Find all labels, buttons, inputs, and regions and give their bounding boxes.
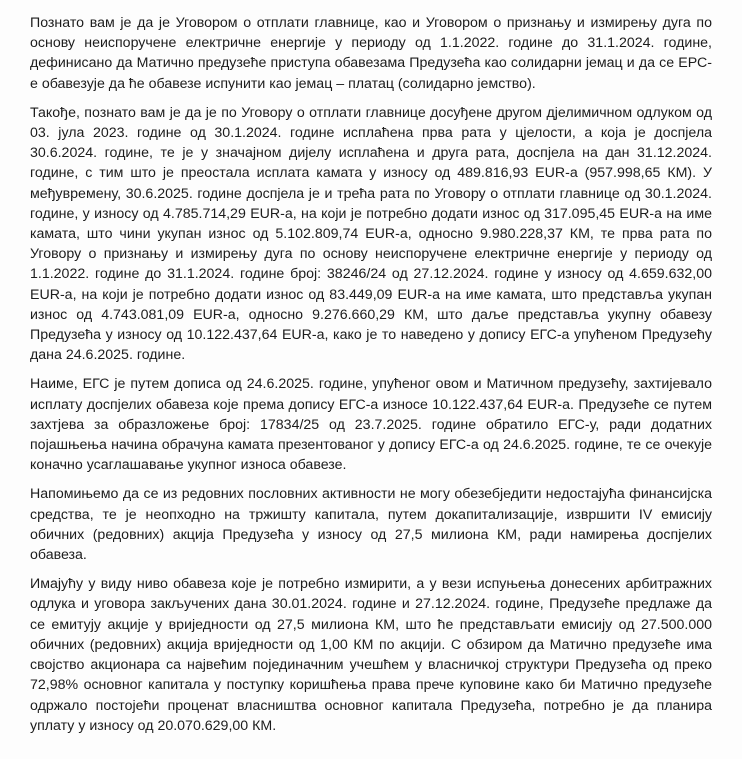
paragraph-recapitalization-note: Напомињемо да се из редовних пословних активности не могу обезебједити недостајућа финансијска средства, те је неопходно на тржишту капитала, путем докапитализације, извршити IV емисију обичних (редовних) акција Предузећа у износу од 27,5 милиона КМ, ради намирења доспјелих обавеза. xyxy=(30,486,712,564)
paragraph-egs-payment-request: Наиме, ЕГС је путем дописа од 24.6.2025. године, упућеног овом и Матичном предузећу, захтијевало исплату доспјелих обавеза које према допису ЕГС-а износе 10.122.437,64 EUR-а. Предузеће се путем захтјева за образложење број: 17834/25 од 23.7.2025. године обратило ЕГС-у, ради додатних појашњења начина обрачуна камата презентованог у допису ЕГС-а од 24.6.2025. године, те се очекује коначно усаглашавање укупног износа обавезе. xyxy=(30,376,712,474)
paragraph-share-issue-plan: Имајућу у виду ниво обавеза које је потребно измирити, а у вези испуњења донесених арбитражних одлука и уговора закључених дана 30.01.2024. године и 27.12.2024. године, Предузеће предлаже да се емитују акције у вриједности од 27,5 милиона КМ, што ће представљати емисију од 27.500.000 обичних (редовних) акција вриједности од 1,00 КМ по акцији. С обзиром да Матично предузеће има својство акционара са највећим појединачним учешћем у власничкој структури Предузећа од преко 72,98% основног капитала у поступку коришћења права прече куповине како би Матично предузеће одржало постојећи проценат власништва основног капитала Предузећа, потребно је да планира уплату у износу од 20.070.629,00 КМ. xyxy=(30,576,712,734)
paragraph-installments-details: Такође, познато вам је да је по Уговору о отплати главнице досуђене другом дјелимичном одлуком од 03. јула 2023. године од 30.1.2024. године исплаћена прва рата у цјелости, а која је доспјела 30.6.2024. године, те је у значајном дијелу исплаћена и друга рата, доспјела на дан 31.12.2024. године, с тим што је преостала исплата камата у износу од 489.816,93 EUR-а (957.998,65 КМ). У међувремену, 30.6.2025. године доспјела је и трећа рата по Уговору о отплати главнице од 30.1.2024. године, у износу од 4.785.714,29 EUR-а, на који је потребно додати износ од 317.095,45 EUR-а на име камата, што чини укупан износ од 5.102.809,74 EUR-а, односно 9.980.228,37 КМ, те прва рата по Уговору о признању и измирењу дуга по основу неиспоручене електричне енергије у периоду од 1.1.2022. године до 31.1.2024. године број: 38246/24 од 27.12.2024. године у износу од 4.659.632,00 EUR-а, на који је потребно додати износ од 83.449,09 EUR-а на име камата, што представља укупан износ од 4.743.081,09 EUR-а, односно 9.276.660,29 КМ, што даље представља укупну обавезу Предузећа у износу од 10.122.437,64 EUR-а, како је то наведено у допису ЕГС-а упућеном Предузећу дана 24.6.2025. године. xyxy=(30,104,712,364)
paragraph-guarantee-intro: Познато вам је да је Уговором о отплати главнице, као и Уговором о признању и измирењу дуга по основу неиспоручене електричне енергије у периоду од 1.1.2022. године до 31.1.2024. године, дефинисано да Матично предузеће приступа обавезама Предузећа као солидарни јемац и да се ЕРС-е обавезује да ће обавезе испунити као јемац – платац (солидарно јемство). xyxy=(30,15,712,92)
